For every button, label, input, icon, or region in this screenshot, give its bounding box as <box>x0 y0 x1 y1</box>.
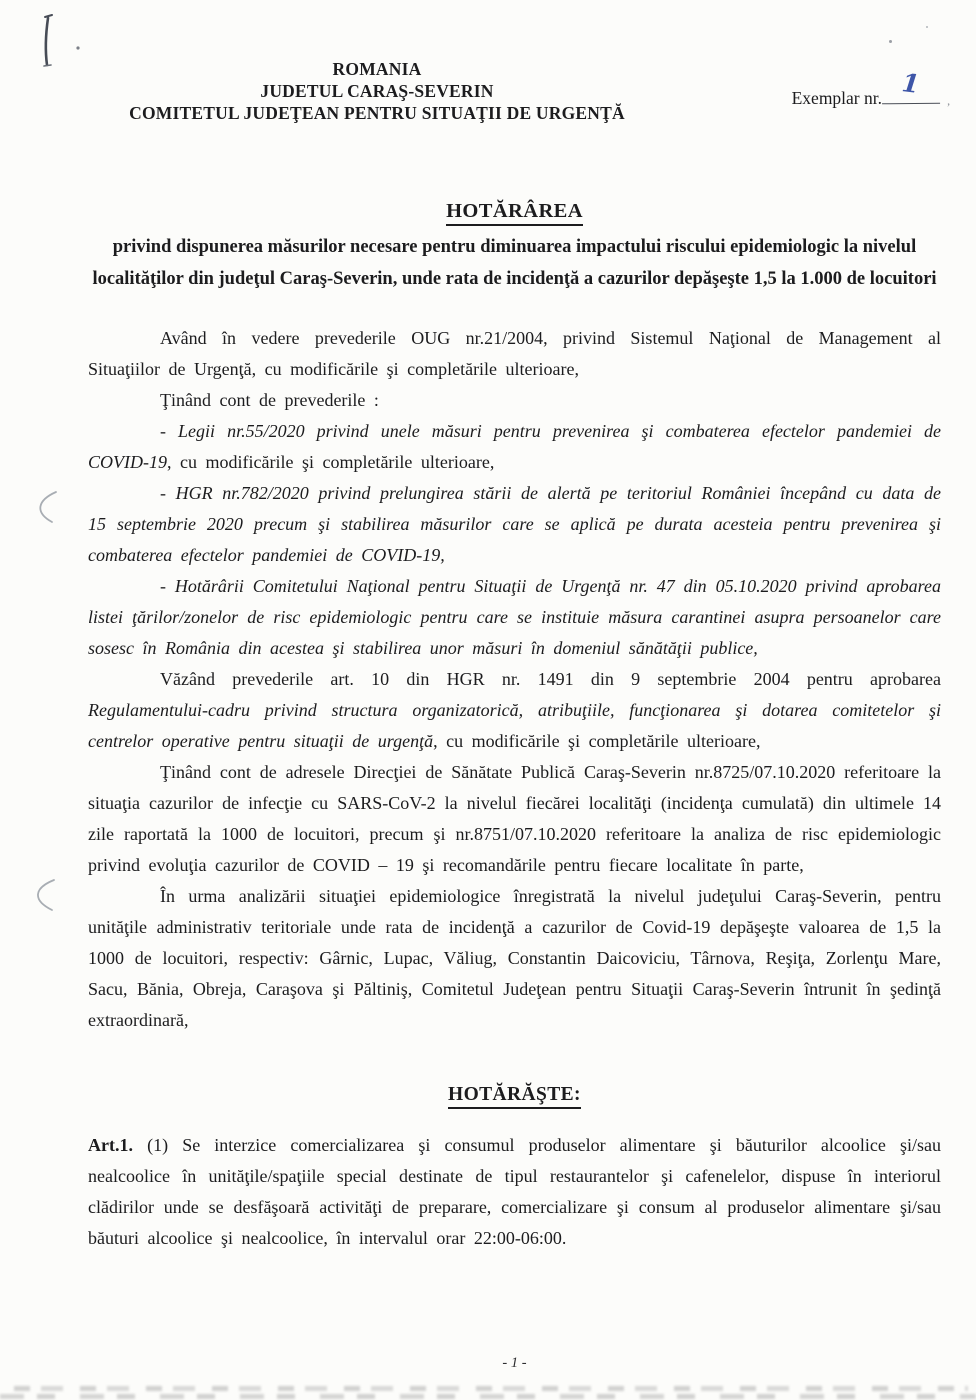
text-run: Regulamentului-cadru privind structura organizatorică, atribuţiile, funcţionarea şi dotarea comitetelor şi centrelor operative pentru situaţii de urgenţă <box>88 700 941 751</box>
text-run: Având în vedere prevederile OUG nr.21/2004, privind Sistemul Naţional de Management al Situaţiilor de Urgenţă, cu modificările şi completările ulterioare, <box>88 328 941 379</box>
page-number: - 1 - <box>502 1355 527 1371</box>
text-run: Văzând prevederile art. 10 din HGR nr. 1491 din 9 septembrie 2004 pentru aprobarea <box>160 669 941 689</box>
text-run: - HGR nr.782/2020 privind prelungirea stării de alertă pe teritoriul României începând cu data de 15 septembrie 2020 precum şi stabilirea măsurilor care se aplică pe durata acesteia pentru prevenirea şi combaterea efectelor pandemiei de COVID-19, <box>88 483 941 565</box>
header-county: JUDETUL CARAŞ-SEVERIN <box>260 81 494 101</box>
preamble-paragraph <box>88 757 941 881</box>
text-run: , cu modificările şi completările ulterioare, <box>433 731 761 751</box>
text-run: - Legii nr.55/2020 privind unele măsuri pentru prevenirea şi combaterea efectelor pandemiei de COVID-19 <box>88 421 941 472</box>
exemplar-number-handwritten: 1 <box>900 68 921 99</box>
text-run: Ţinând cont de adresele Direcţiei de Sănătate Publică Caraş-Severin nr.8725/07.10.2020 referitoare la situaţia cazurilor de infecţie cu SARS-CoV-2 la nivelul fiecărei localităţi (incidenţa cumulată) din ultimele 14 zile raportată la 1000 de locuitori, precum şi nr.8751/07.10.2020 referitoare la analiza de risc epidemiologic privind evoluţia cazurilor de COVID – 19 şi recomandările pentru fiecare localitate în parte, <box>88 762 941 875</box>
header-country: ROMANIA <box>332 59 422 79</box>
exemplar-field <box>791 68 951 109</box>
text-run: , cu modificările şi completările ulterioare, <box>167 452 495 472</box>
header-committee: COMITETUL JUDEŢEAN PENTRU SITUAŢII DE URGENŢĂ <box>129 103 625 123</box>
header-org-block <box>88 58 666 124</box>
preamble-paragraph <box>88 881 941 1036</box>
article-paragraph <box>88 1130 941 1254</box>
pen-stroke-mark <box>28 6 98 76</box>
text-run: Ţinând cont de prevederile : <box>160 390 379 410</box>
text-run: (1) Se interzice comercializarea şi consumul produselor alimentare şi băuturilor alcoolice şi/sau nealcoolice în unităţile/spaţiile special destinate de tipul restaurantelor şi cafenelelor, dispuse în interiorul clădirilor unde se desfăşoară activităţi de preparare, comercializare şi consum al produselor alimentare şi/sau băuturi alcoolice şi nealcoolice, în intervalul orar 22:00-06:00. <box>88 1135 941 1248</box>
preamble-section <box>88 323 941 1036</box>
resolution-heading: HOTĂRĂŞTE: <box>88 1084 941 1106</box>
document-subtitle: privind dispunerea măsurilor necesare pentru diminuarea impactului riscului epidemiologic la nivelul localităţilor din judeţul Caraş-Severin, unde rata de incidenţă a cazurilor depăşeşte 1,5 la 1.000 de locuitori <box>92 237 937 289</box>
preamble-paragraph <box>88 416 941 478</box>
preamble-paragraph <box>88 478 941 571</box>
margin-crescent-mark <box>22 486 72 534</box>
preamble-paragraph <box>88 385 941 416</box>
text-run: Art.1. <box>88 1135 148 1155</box>
scan-speck <box>889 40 892 43</box>
preamble-paragraph <box>88 571 941 664</box>
text-run: - Hotărârii Comitetului Naţional pentru Situaţii de Urgenţă nr. 47 din 05.10.2020 privind aprobarea listei ţărilor/zonelor de risc epidemiologic pentru care se instituie măsura carantinei asupra persoanelor care sosesc în România din acestea şi stabilirea unor măsuri în domeniul sănătăţii publice, <box>88 576 941 658</box>
exemplar-blank-line <box>882 68 951 108</box>
scan-speck: , <box>946 93 951 108</box>
exemplar-label: Exemplar nr. <box>791 88 882 108</box>
preamble-paragraph <box>88 664 941 757</box>
scan-speck <box>926 26 928 28</box>
bleed-through-strip <box>0 1382 976 1400</box>
document-title: HOTĂRÂREA <box>88 200 941 223</box>
margin-crescent-mark <box>20 872 70 920</box>
text-run: În urma analizării situaţiei epidemiologice înregistrată la nivelul judeţului Caraş-Severin, pentru unităţile administrativ teritoriale unde rata de incidenţă a cazurilor de Covid-19 depăşeşte valoarea de 1,5 la 1000 de locuitori, respectiv: Gârnic, Lupac, Văliug, Constantin Daicoviciu, Târnova, Reşiţa, Zorlenţu Mare, Sacu, Bănia, Obreja, Caraşova şi Păltiniş, Comitetul Judeţean pentru Situaţii Caraş-Severin întrunit în şedinţă extraordinară, <box>88 886 941 1030</box>
preamble-paragraph <box>88 323 941 385</box>
